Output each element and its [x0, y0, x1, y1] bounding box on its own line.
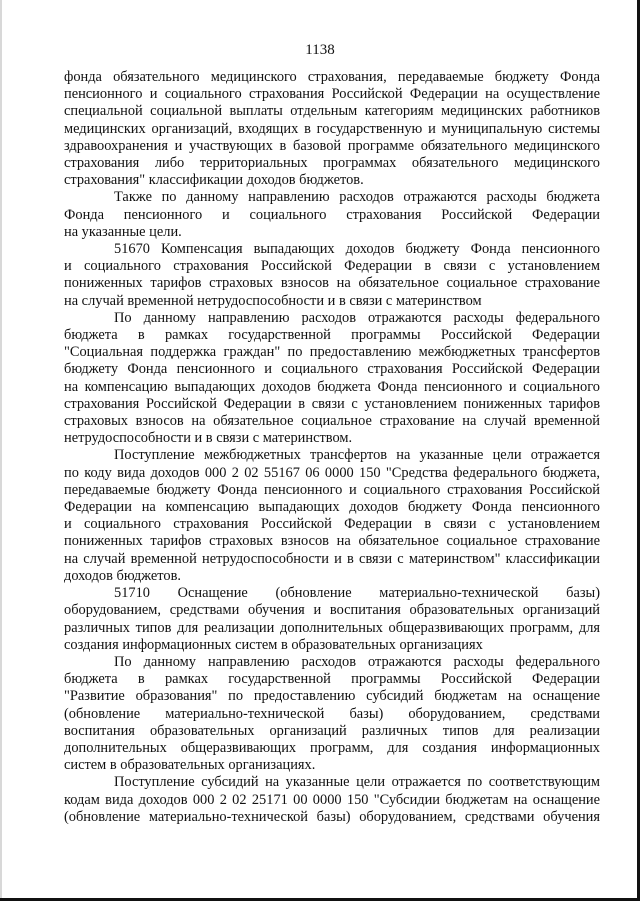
text-line: передаваемые бюджету Фонда пенсионного и социального страхования Российской: [64, 481, 600, 498]
text-line: различных типов для реализации дополнительных общеразвивающих программ, для: [64, 619, 600, 636]
text-line: Поступление субсидий на указанные цели отражается по соответствующим: [114, 774, 600, 791]
page-number: 1138: [305, 42, 335, 58]
text-line: на случай временной нетрудоспособности и в связи с материнством: [64, 292, 482, 309]
text-line: кодам вида доходов 000 2 02 25171 00 0000 150 "Субсидии бюджетам на оснащение: [64, 791, 600, 808]
text-line: Поступление межбюджетных трансфертов на указанные цели отражается: [114, 447, 600, 464]
text-line: По данному направлению расходов отражаются расходы федерального: [114, 653, 600, 670]
paragraph-8: [64, 774, 600, 826]
text-line: пенсионного и социального страхования Российской Федерации на осуществление: [64, 86, 600, 103]
paragraph-6-section-51710: [64, 585, 600, 654]
text-line: Также по данному направлению расходов отражаются расходы бюджета: [114, 189, 600, 206]
text-line: оборудованием, средствами обучения и воспитания образовательных организаций: [64, 602, 600, 619]
text-line: здравоохранения и участвующих в базовой программе обязательного медицинского: [64, 137, 600, 154]
text-line: страхования Российской Федерации в связи с установлением пониженных тарифов: [64, 395, 600, 412]
paragraph-2: [64, 189, 600, 241]
section-heading-line: 51670 Компенсация выпадающих доходов бюджету Фонда пенсионного: [114, 241, 600, 258]
text-line: доходов бюджетов.: [64, 567, 181, 584]
text-line: специальной социальной выплаты отдельным категориям медицинских работников: [64, 103, 600, 120]
text-line: страхования" классификации доходов бюджетов.: [64, 172, 364, 189]
text-line: пониженных тарифов страховых взносов на обязательное социальное страхование: [64, 275, 600, 292]
text-line: на указанные цели.: [64, 223, 182, 240]
text-line: фонда обязательного медицинского страхования, передаваемые бюджету Фонда: [64, 69, 600, 85]
text-line: По данному направлению расходов отражаются расходы федерального: [114, 309, 600, 326]
text-line: "Социальная поддержка граждан" по предоставлению межбюджетных трансфертов: [64, 344, 600, 361]
text-line: и социального страхования Российской Федерации в связи с установлением: [64, 516, 600, 533]
section-heading-line: 51710 Оснащение (обновление материально-технической базы): [114, 585, 600, 602]
document-body: [64, 69, 600, 826]
paragraph-1: [64, 69, 600, 189]
text-line: по коду вида доходов 000 2 02 55167 06 0000 150 "Средства федерального бюджета,: [64, 464, 600, 481]
text-line: на компенсацию выпадающих доходов бюджета Фонда пенсионного и социального: [64, 378, 600, 395]
text-line: медицинских организаций, входящих в государственную и муниципальную системы: [64, 120, 600, 137]
text-line: (обновление материально-технической базы) оборудованием, средствами обучения: [64, 808, 600, 825]
text-line: страховых взносов на обязательное социальное страхование на случай временной: [64, 413, 600, 430]
text-line: бюджета в рамках государственной программы Российской Федерации: [64, 327, 600, 344]
text-line: страхования либо территориальных программах обязательного медицинского: [64, 155, 600, 172]
text-line: бюджета в рамках государственной программы Российской Федерации: [64, 671, 600, 688]
text-line: и социального страхования Российской Федерации в связи с установлением: [64, 258, 600, 275]
paragraph-3-section-51670: [64, 241, 600, 310]
text-line: дополнительных общеразвивающих программ, для создания информационных: [64, 739, 600, 756]
text-line: Фонда пенсионного и социального страхования Российской Федерации: [64, 206, 600, 223]
text-line: (обновление материально-технической базы) оборудованием, средствами: [64, 705, 600, 722]
text-line: на случай временной нетрудоспособности и в связи с материнством" классификации: [64, 550, 600, 567]
paragraph-7: [64, 654, 600, 774]
scan-left-edge: [0, 0, 2, 901]
text-line: "Развитие образования" по предоставлению субсидий бюджетам на оснащение: [64, 688, 600, 705]
paragraph-5: [64, 447, 600, 585]
text-line: Федерации на компенсацию выпадающих доходов бюджету Фонда пенсионного: [64, 499, 600, 516]
text-line: нетрудоспособности и в связи с материнством.: [64, 430, 353, 447]
text-line: бюджету Фонда пенсионного и социального страхования Российской Федерации: [64, 361, 600, 378]
text-line: воспитания образовательных организаций различных типов для реализации: [64, 722, 600, 739]
text-line: пониженных тарифов страховых взносов на обязательное социальное страхование: [64, 533, 600, 550]
text-line: создания информационных систем в образовательных организациях: [64, 636, 483, 653]
text-line: систем в образовательных организациях.: [64, 757, 316, 774]
paragraph-4: [64, 310, 600, 448]
